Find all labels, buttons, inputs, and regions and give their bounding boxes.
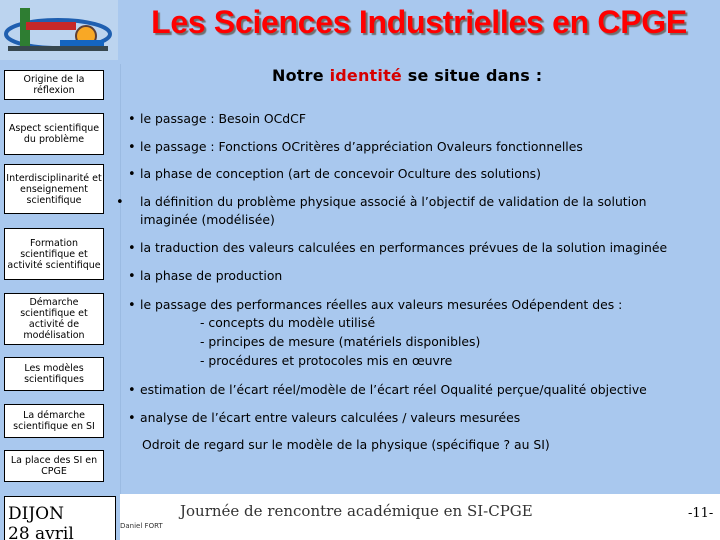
list-item: • le passage des performances réelles aux valeurs mesurées Odépendent des : bbox=[128, 297, 623, 313]
subtitle-prefix: Notre bbox=[272, 66, 324, 85]
bullet-icon: • bbox=[116, 195, 124, 210]
page-number: -11- bbox=[688, 506, 714, 521]
section-subtitle bbox=[272, 66, 542, 85]
list-item: • la traduction des valeurs calculées en performances prévues de la solution imaginée bbox=[128, 240, 668, 256]
sidebar-item-place-si[interactable] bbox=[4, 450, 104, 482]
closing-note: Odroit de regard sur le modèle de la physique (spécifique ? au SI) bbox=[142, 437, 550, 452]
bullet-icon: • bbox=[128, 167, 136, 182]
bullet-icon: • bbox=[128, 241, 136, 256]
subtitle-highlight: identité bbox=[329, 66, 402, 85]
sidebar-item-modeles[interactable] bbox=[4, 357, 104, 391]
list-item: • la phase de production bbox=[128, 268, 283, 284]
sidebar-item-interdisciplinarite[interactable] bbox=[4, 164, 104, 214]
sidebar-item-label: La place des SI en CPGE bbox=[10, 455, 98, 477]
subtitle-suffix: se situe dans : bbox=[407, 66, 543, 85]
sidebar-item-formation[interactable] bbox=[4, 228, 104, 280]
list-item: • le passage : Fonctions OCritères d’appréciation Ovaleurs fonctionnelles bbox=[128, 139, 583, 155]
sidebar-item-demarche[interactable] bbox=[4, 293, 104, 345]
sidebar-item-aspect[interactable] bbox=[4, 113, 104, 155]
location-date bbox=[4, 496, 116, 540]
list-item: • la phase de conception (art de concevoir Oculture des solutions) bbox=[128, 166, 541, 182]
footer-author: Daniel FORT bbox=[120, 522, 163, 530]
sidebar-item-label: Formation scientifique et activité scientifique bbox=[7, 237, 101, 271]
location-label: DIJON bbox=[8, 504, 64, 524]
sidebar-item-label: La démarche scientifique en SI bbox=[13, 410, 95, 432]
sidebar-item-label: Interdisciplinarité et enseignement scientifique bbox=[6, 172, 102, 206]
date-label: 28 avril bbox=[8, 524, 74, 540]
sidebar-item-label: Démarche scientifique et activité de modélisation bbox=[20, 297, 88, 341]
sub-item: - principes de mesure (matériels disponibles) bbox=[200, 334, 481, 349]
bullet-icon: • bbox=[128, 269, 136, 284]
list-item: • estimation de l’écart réel/modèle de l’écart réel Oqualité perçue/qualité objective bbox=[128, 382, 647, 398]
sidebar-item-origine[interactable] bbox=[4, 70, 104, 100]
list-item: • le passage : Besoin OCdCF bbox=[128, 111, 306, 127]
sidebar-item-label: Aspect scientifique du problème bbox=[8, 123, 100, 145]
sidebar-item-label: Origine de la réflexion bbox=[23, 74, 85, 96]
bullet-icon: • bbox=[128, 112, 136, 127]
footer-event: Journée de rencontre académique en SI-CPGE bbox=[180, 502, 533, 520]
page-title: Les Sciences Industrielles en CPGE bbox=[151, 4, 687, 40]
sidebar-item-demarche-si[interactable] bbox=[4, 404, 104, 438]
bullet-icon: • bbox=[128, 411, 136, 426]
sidebar-item-label: Les modèles scientifiques bbox=[24, 363, 84, 385]
list-item: • la définition du problème physique associé à l’objectif de validation de la solution imaginée (modélisée) bbox=[116, 194, 647, 227]
sub-item: - procédures et protocoles mis en œuvre bbox=[200, 353, 453, 368]
bullet-icon: • bbox=[128, 383, 136, 398]
bullet-icon: • bbox=[128, 140, 136, 155]
bullet-icon: • bbox=[128, 298, 136, 313]
list-item: • analyse de l’écart entre valeurs calculées / valeurs mesurées bbox=[128, 410, 521, 426]
mechanism-logo bbox=[0, 0, 118, 60]
sub-item: - concepts du modèle utilisé bbox=[200, 315, 376, 330]
